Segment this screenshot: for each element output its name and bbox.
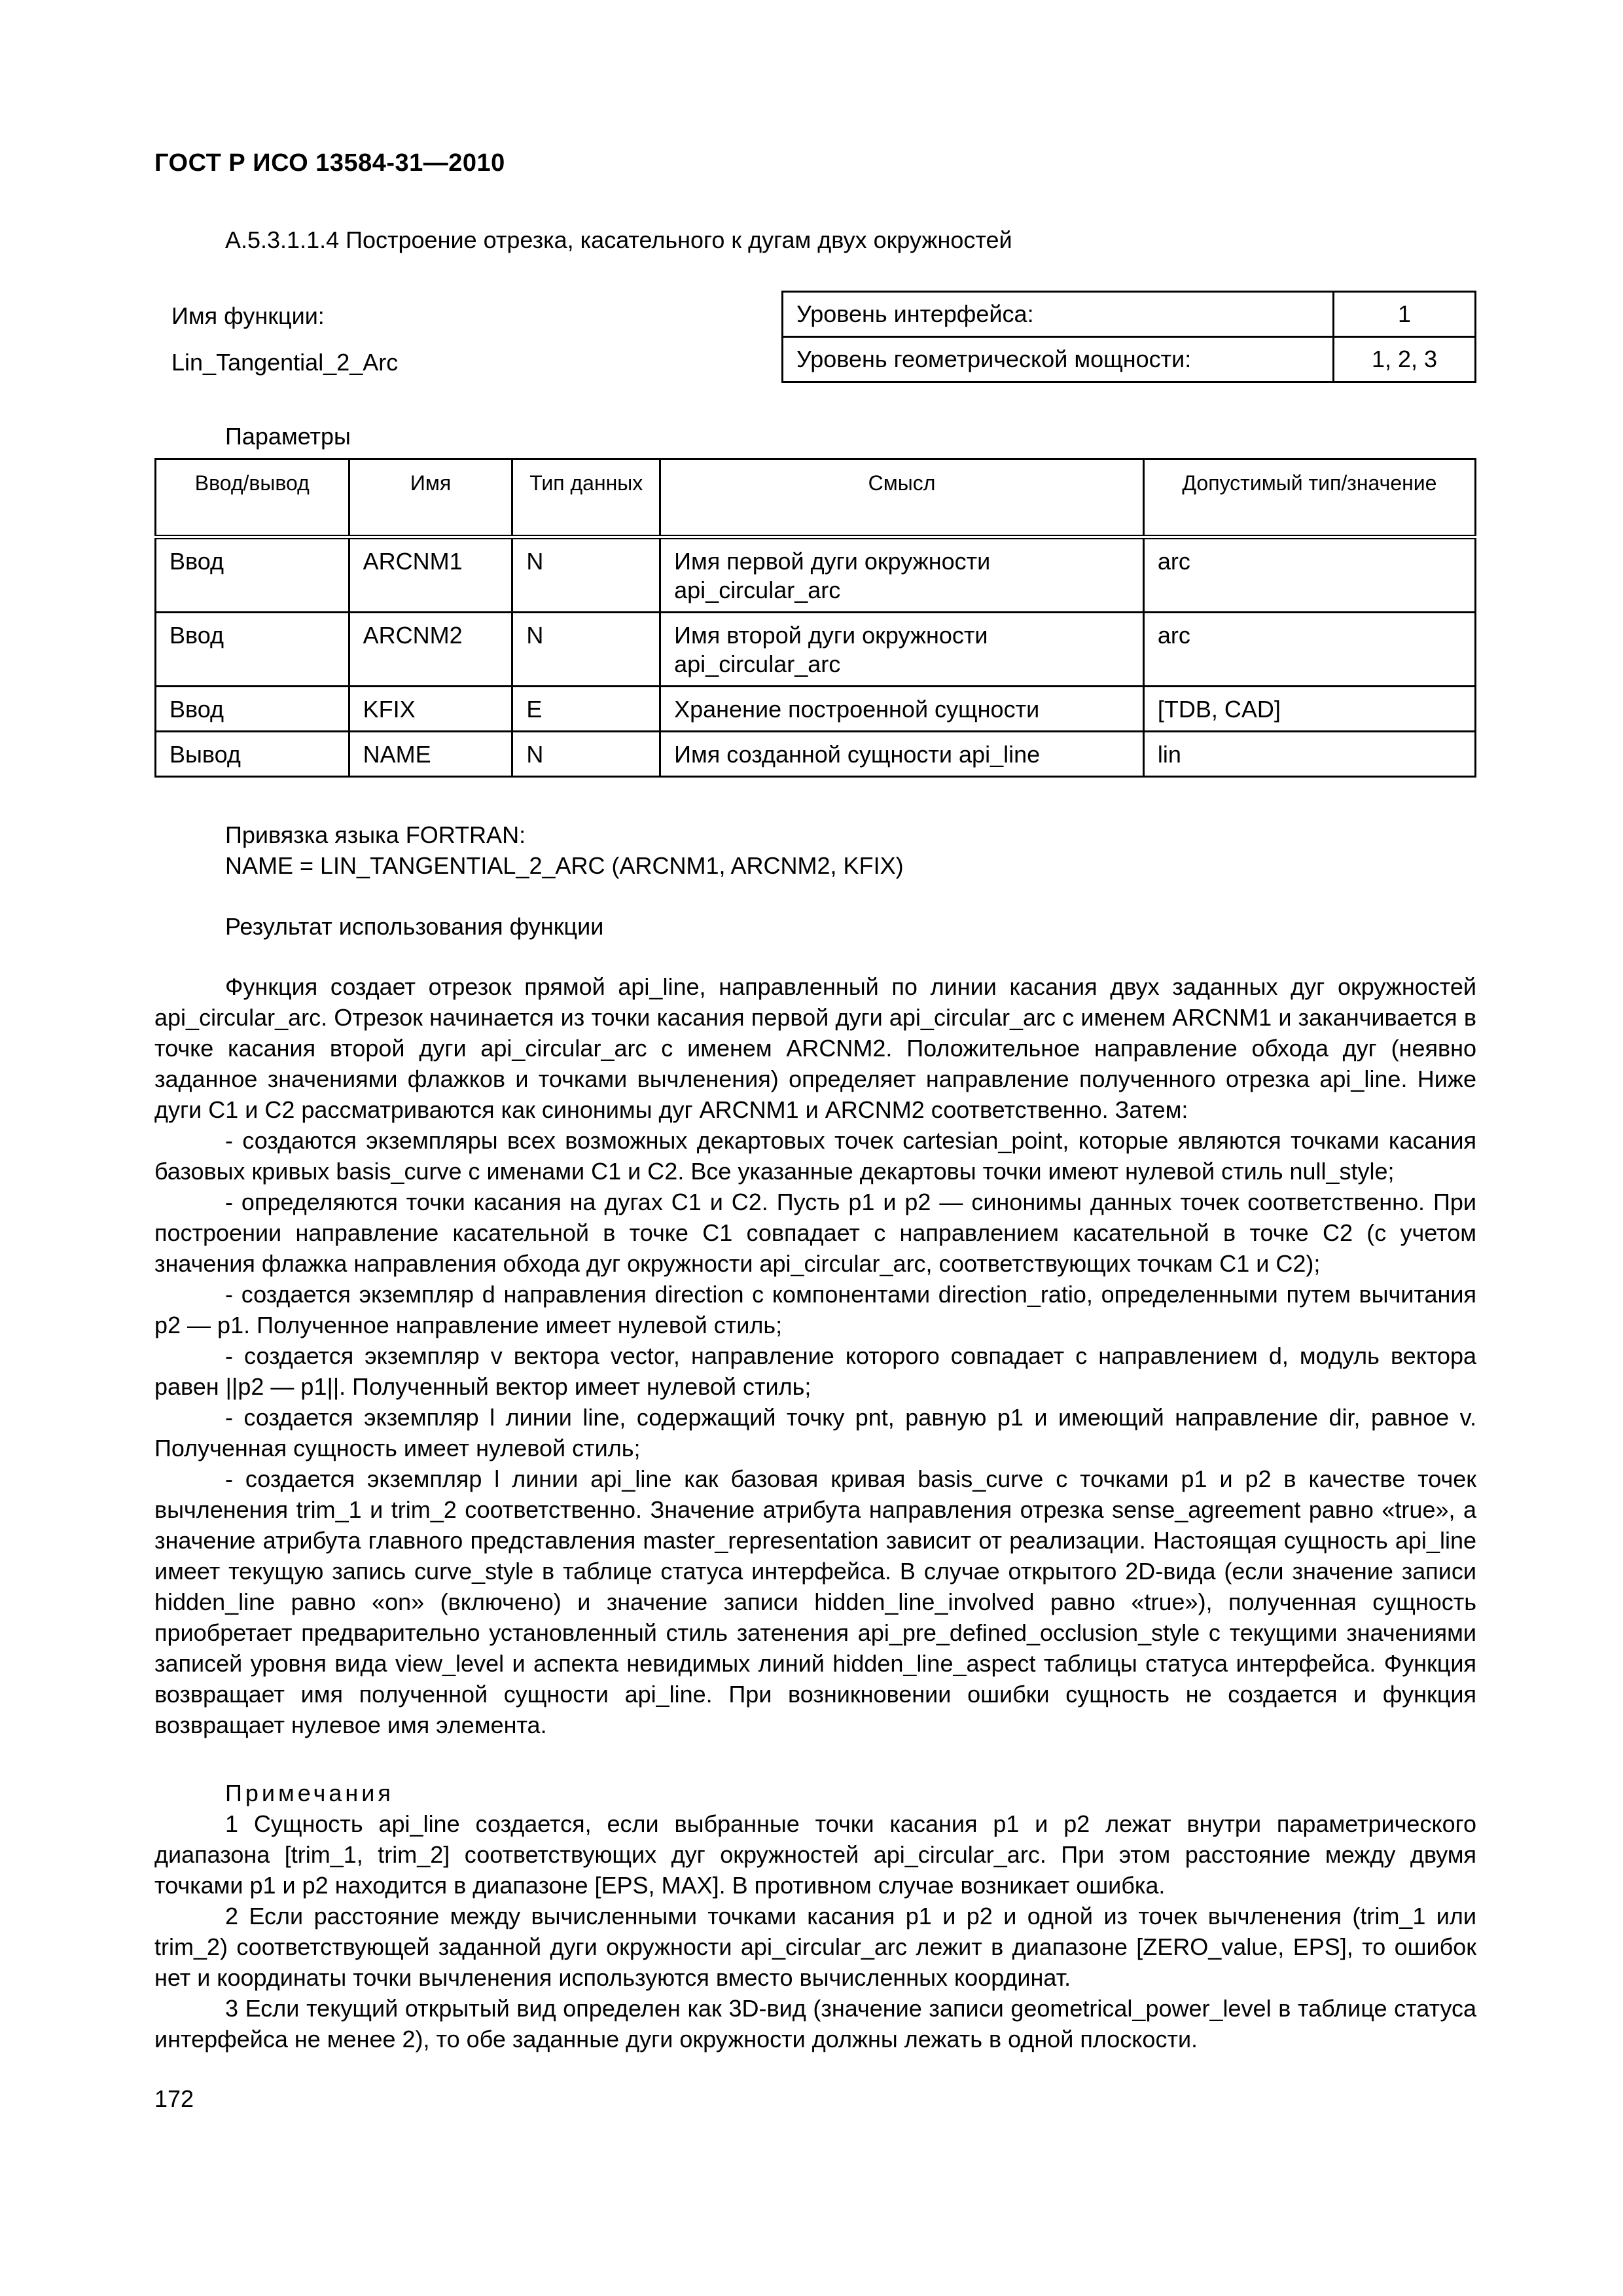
- table-row: [156, 613, 1476, 687]
- table-cell: Ввод: [156, 613, 349, 687]
- function-name-label: Имя функции:: [171, 302, 325, 329]
- section-title: A.5.3.1.1.4 Построение отрезка, касательного к дугам двух окружностей: [225, 226, 1012, 253]
- table-row: [783, 292, 1476, 337]
- paragraph: - создается экземпляр l линии api_line как базовая кривая basis_curve с точками p1 и p2 в качестве точек вычленения trim_1 и trim_2 соответственно. Значение атрибута направления отрезка sense_agreement равно «true», а значение атрибута главного представления master_representation зависит от реализации. Настоящая сущность api_line имеет текущую запись curve_style в таблице статуса интерфейса. В случае открытого 2D-вида (если значение записи hidden_line равно «on» (включено) и значение записи hidden_line_involved равно «true»), полученная сущность приобретает предварительно установленный стиль затенения api_pre_defined_occlusion_style с текущими значениями записей уровня вида view_level и аспекта невидимых линий hidden_line_aspect таблицы статуса интерфейса. Функция возвращает имя полученной сущности api_line. При возникновении ошибки сущность не создается и функция возвращает нулевое имя элемента.: [154, 1465, 1476, 1738]
- notes: [154, 1778, 1476, 2054]
- paragraph: - определяются точки касания на дугах C1 и C2. Пусть p1 и p2 — синонимы данных точек соответственно. При построении направление касательной в точке C1 совпадает с направлением касательной в точке C2 (с учетом значения флажка направления обхода дуг окружности api_circular_arc, соответствующих точкам C1 и C2);: [154, 1189, 1476, 1277]
- table-cell: Ввод: [156, 687, 349, 732]
- column-header: Ввод/вывод: [156, 459, 349, 537]
- table-cell: N: [512, 732, 660, 777]
- table-cell: N: [512, 613, 660, 687]
- binding-code: NAME = LIN_TANGENTIAL_2_ARC (ARCNM1, ARCNM2, KFIX): [225, 852, 904, 879]
- table-cell: KFIX: [349, 687, 512, 732]
- body-text: [154, 971, 1476, 1740]
- paragraph: - создается экземпляр v вектора vector, направление которого совпадает с направлением d, модуль вектора равен ||p2 — p1||. Полученный вектор имеет нулевой стиль;: [154, 1342, 1476, 1400]
- column-header: Тип данных: [512, 459, 660, 537]
- column-header: Допустимый тип/значение: [1143, 459, 1475, 537]
- table-row: [783, 337, 1476, 382]
- table-cell: Имя созданной сущности api_line: [660, 732, 1144, 777]
- notes-title: Примечания: [225, 1780, 394, 1806]
- document-header: ГОСТ Р ИСО 13584-31—2010: [154, 149, 505, 177]
- levels-table: [781, 291, 1476, 383]
- table-cell: Имя первой дуги окружности api_circular_arc: [660, 537, 1144, 613]
- binding-line: Привязка языка FORTRAN:: [225, 821, 526, 848]
- note-item: 1 Сущность api_line создается, если выбранные точки касания p1 и p2 лежат внутри параметрического диапазона [trim_1, trim_2] соответствующих дуг окружностей api_circular_arc. При этом расстояние между двумя точками p1 и p2 находится в диапазоне [EPS, MAX]. В противном случае возникает ошибка.: [154, 1810, 1476, 1899]
- params-table: [154, 458, 1476, 778]
- table-header-row: [156, 459, 1476, 537]
- table-cell: Имя второй дуги окружности api_circular_arc: [660, 613, 1144, 687]
- table-cell: arc: [1143, 613, 1475, 687]
- table-row: [156, 687, 1476, 732]
- fortran-binding: [154, 819, 1476, 881]
- interface-level-label: Уровень интерфейса:: [783, 292, 1334, 337]
- column-header: Имя: [349, 459, 512, 537]
- table-row: [156, 537, 1476, 613]
- paragraph: - создается экземпляр d направления direction с компонентами direction_ratio, определенными путем вычитания p2 — p1. Полученное направление имеет нулевой стиль;: [154, 1281, 1476, 1338]
- geometry-level-value: 1, 2, 3: [1334, 337, 1476, 382]
- params-label: Параметры: [225, 423, 351, 450]
- paragraph: - создается экземпляр l линии line, содержащий точку pnt, равную p1 и имеющий направление dir, равное v. Полученная сущность имеет нулевой стиль;: [154, 1404, 1476, 1462]
- table-cell: ARCNM2: [349, 613, 512, 687]
- result-title: Результат использования функции: [225, 913, 604, 940]
- result-title-block: [154, 911, 1476, 942]
- function-name: Lin_Tangential_2_Arc: [171, 349, 399, 376]
- table-cell: Хранение построенной сущности: [660, 687, 1144, 732]
- table-cell: ARCNM1: [349, 537, 512, 613]
- table-cell: Ввод: [156, 537, 349, 613]
- paragraph: - создаются экземпляры всех возможных декартовых точек cartesian_point, которые являются точками касания базовых кривых basis_curve с именами C1 и C2. Все указанные декартовы точки имеют нулевой стиль null_style;: [154, 1127, 1476, 1185]
- geometry-level-label: Уровень геометрической мощности:: [783, 337, 1334, 382]
- table-cell: lin: [1143, 732, 1475, 777]
- table-row: [156, 732, 1476, 777]
- table-cell: [TDB, CAD]: [1143, 687, 1475, 732]
- note-item: 2 Если расстояние между вычисленными точками касания p1 и p2 и одной из точек вычленения (trim_1 или trim_2) соответствующей заданной дуги окружности api_circular_arc лежит в диапазоне [ZERO_value, EPS], то ошибок нет и координаты точки вычленения используются вместо вычисленных координат.: [154, 1903, 1476, 1991]
- column-header: Смысл: [660, 459, 1144, 537]
- table-cell: Вывод: [156, 732, 349, 777]
- interface-level-value: 1: [1334, 292, 1476, 337]
- paragraph: Функция создает отрезок прямой api_line, направленный по линии касания двух заданных дуг окружностей api_circular_arc. Отрезок начинается из точки касания первой дуги api_circular_arc с именем ARCNM1 и заканчивается в точке касания второй дуги api_circular_arc с именем ARCNM2. Положительное направление обхода дуг (неявно заданное значениями флажков и точками вычленения) определяет направление полученного отрезка api_line. Ниже дуги C1 и C2 рассматриваются как синонимы дуг ARCNM1 и ARCNM2 соответственно. Затем:: [154, 973, 1476, 1123]
- table-cell: E: [512, 687, 660, 732]
- table-cell: N: [512, 537, 660, 613]
- table-cell: arc: [1143, 537, 1475, 613]
- table-cell: NAME: [349, 732, 512, 777]
- note-item: 3 Если текущий открытый вид определен как 3D-вид (значение записи geometrical_power_level в таблице статуса интерфейса не менее 2), то обе заданные дуги окружности должны лежать в одной плоскости.: [154, 1995, 1476, 2053]
- page-number: 172: [154, 2085, 194, 2112]
